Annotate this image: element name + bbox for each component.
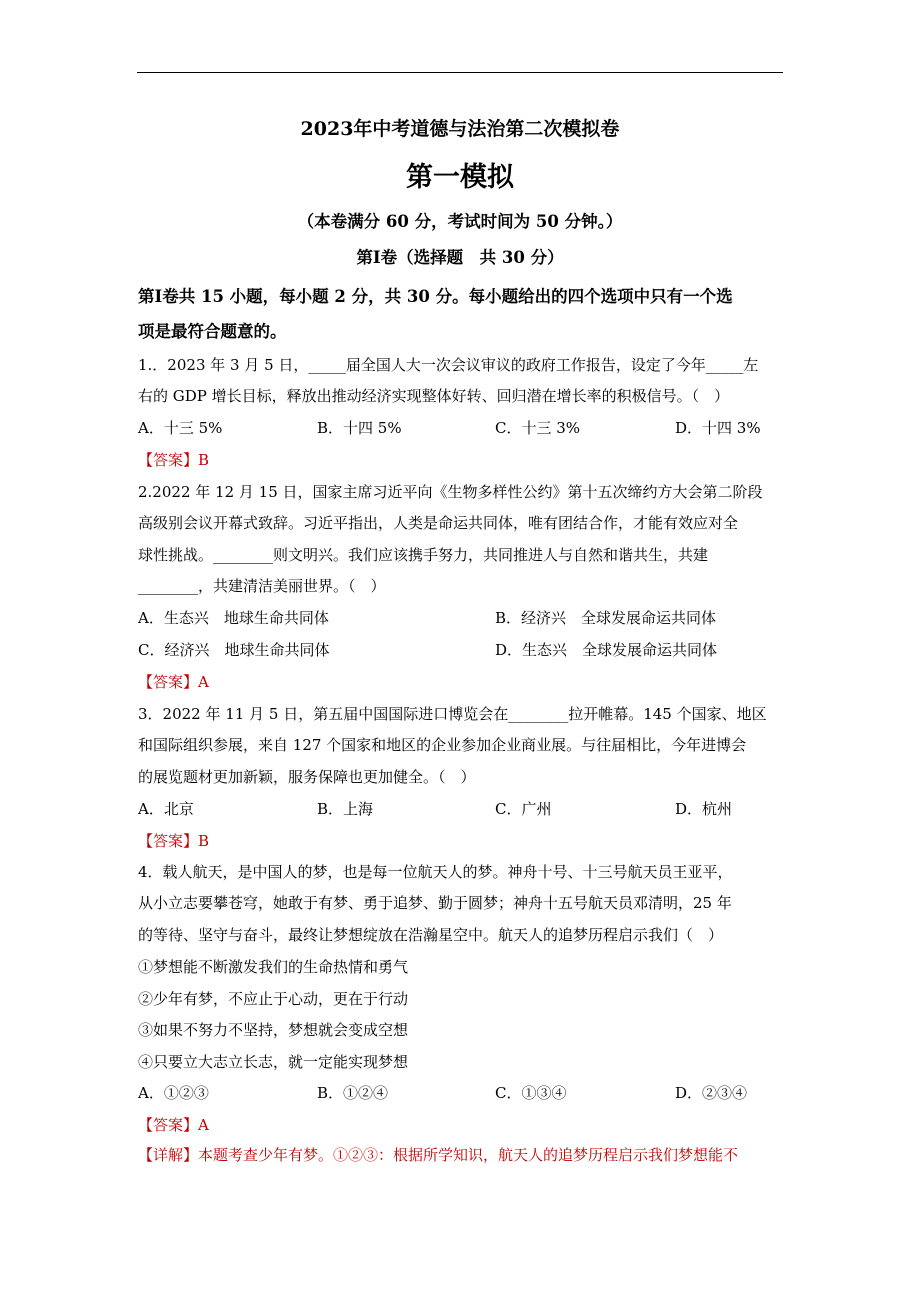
question-2-line-2: 高级别会议开幕式致辞。习近平指出，人类是命运共同体，唯有团结合作，才能有效应对全 [138, 514, 739, 532]
question-4-line-3: 的等待、坚守与奋斗，最终让梦想绽放在浩瀚星空中。航天人的追梦历程启示我们（ ） [138, 926, 724, 944]
question-2-option-c: C．经济兴 地球生命共同体 [138, 641, 330, 659]
question-4-statement-2: ②少年有梦，不应止于心动，更在于行动 [138, 990, 409, 1008]
question-3-line-3: 的展览题材更加新颖，服务保障也更加健全。（ ） [138, 768, 476, 786]
instruction-line-1: 第I卷共 15 小题，每小题 2 分，共 30 分。每小题给出的四个选项中只有一个选 [138, 287, 733, 306]
question-3-option-a: A．北京 [138, 800, 194, 818]
instruction-line-2: 项是最符合题意的。 [138, 322, 287, 341]
question-2-line-3: 球性挑战。________则文明兴。我们应该携手努力，共同推进人与自然和谐共生，共建 [138, 546, 709, 564]
question-4-line-1: 4．载人航天，是中国人的梦，也是每一位航天人的梦。神舟十号、十三号航天员王亚平， [138, 863, 733, 881]
question-4-detail: 【详解】本题考查少年有梦。①②③：根据所学知识，航天人的追梦历程启示我们梦想能不 [138, 1146, 739, 1164]
exam-subtitle: 第一模拟 [406, 162, 514, 193]
exam-note: （本卷满分 60 分，考试时间为 50 分钟。） [297, 212, 623, 231]
question-3-answer: 【答案】B [138, 832, 210, 850]
section-heading: 第I卷（选择题 共 30 分） [356, 248, 564, 267]
question-3-line-1: 3．2022 年 11 月 5 日，第五届中国国际进口博览会在________拉开帷幕。145 个国家、地区 [138, 705, 767, 723]
question-4-statement-3: ③如果不努力不坚持，梦想就会变成空想 [138, 1021, 409, 1039]
question-4-statement-1: ①梦想能不断激发我们的生命热情和勇气 [138, 958, 409, 976]
question-1-answer: 【答案】B [138, 451, 210, 469]
question-2-option-d: D．生态兴 全球发展命运共同体 [495, 641, 718, 659]
exam-title: 2023年中考道德与法治第二次模拟卷 [300, 118, 620, 140]
question-4-option-c: C．①③④ [495, 1084, 567, 1102]
question-4-option-b: B．①②④ [317, 1084, 389, 1102]
question-1-line-2: 右的 GDP 增长目标，释放出推动经济实现整体好转、回归潜在增长率的积极信号。（ ） [138, 387, 730, 405]
question-3-line-2: 和国际组织参展，来自 127 个国家和地区的企业参加企业商业展。与往届相比，今年进博会 [138, 736, 747, 754]
question-4-option-a: A．①②③ [138, 1084, 209, 1102]
question-4-statement-4: ④只要立大志立长志，就一定能实现梦想 [138, 1053, 409, 1071]
question-4-option-d: D．②③④ [675, 1084, 748, 1102]
question-3-option-d: D．杭州 [675, 800, 733, 818]
question-1-line-1: 1.．2023 年 3 月 5 日，_____届全国人大一次会议审议的政府工作报告，设定了今年_____左 [138, 356, 759, 374]
question-1-option-d: D．十四 3% [675, 419, 761, 437]
question-1-option-b: B．十四 5% [317, 419, 402, 437]
question-1-option-a: A．十三 5% [138, 419, 223, 437]
question-2-line-1: 2.2022 年 12 月 15 日，国家主席习近平向《生物多样性公约》第十五次缔约方大会第二阶段 [138, 483, 763, 501]
question-2-option-a: A．生态兴 地球生命共同体 [138, 609, 329, 627]
question-2-option-b: B．经济兴 全球发展命运共同体 [495, 609, 717, 627]
question-4-line-2: 从小立志要攀苍穹，她敢于有梦、勇于追梦、勤于圆梦；神舟十五号航天员邓清明，25 年 [138, 894, 732, 912]
question-1-option-c: C．十三 3% [495, 419, 581, 437]
question-3-option-b: B．上海 [317, 800, 374, 818]
question-4-answer: 【答案】A [138, 1116, 209, 1134]
question-2-answer: 【答案】A [138, 673, 209, 691]
question-3-option-c: C．广州 [495, 800, 552, 818]
question-2-line-4: ________，共建清洁美丽世界。（ ） [138, 577, 386, 595]
header-rule [137, 72, 783, 73]
